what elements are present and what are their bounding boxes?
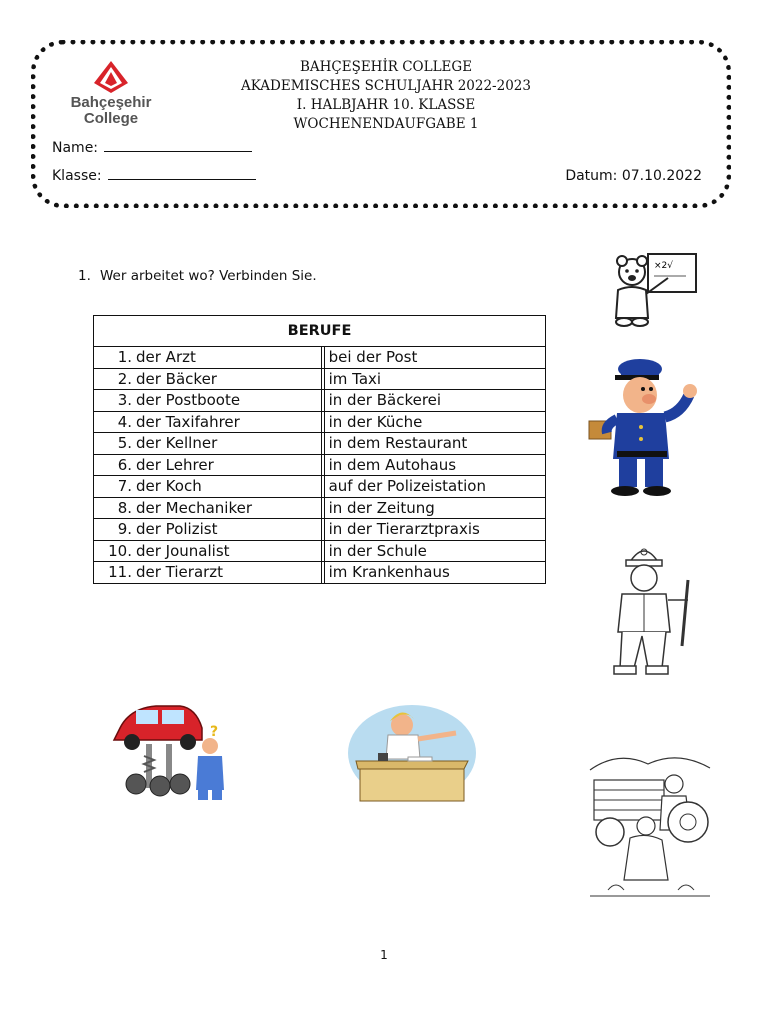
- profession-cell: [94, 562, 322, 584]
- profession-cell: [94, 454, 322, 476]
- header-line-3: I. HALBJAHR 10. KLASSE: [296, 97, 476, 113]
- profession: der Bäcker: [136, 369, 217, 388]
- header-box: [31, 40, 731, 208]
- profession-cell: [94, 476, 322, 498]
- row-number: 3.: [117, 391, 132, 410]
- workplace: in der Schule: [324, 540, 545, 562]
- row-number: 8.: [117, 498, 132, 517]
- table-row[interactable]: [94, 497, 546, 519]
- klasse-label: Klasse:: [52, 168, 102, 184]
- profession-cell: [94, 411, 322, 433]
- table-row[interactable]: [94, 368, 546, 390]
- farm-scene-icon: [588, 740, 712, 902]
- receptionist-icon: [348, 703, 478, 807]
- profession: der Jounalist: [136, 541, 230, 560]
- logo-line-1: Bahçeşehir: [70, 94, 152, 111]
- date-label: Datum: 07.10.2022: [565, 168, 702, 184]
- workplace: in der Tierarztpraxis: [324, 519, 545, 541]
- table-row[interactable]: [94, 562, 546, 584]
- workplace: auf der Polizeistation: [324, 476, 545, 498]
- table-row[interactable]: [94, 347, 546, 369]
- header-line-2: AKADEMISCHES SCHULJAHR 2022-2023: [241, 78, 531, 94]
- workplace: in dem Autohaus: [324, 454, 545, 476]
- workplace: in dem Restaurant: [324, 433, 545, 455]
- profession-cell: [94, 368, 322, 390]
- table-row[interactable]: [94, 454, 546, 476]
- row-number: 11.: [108, 563, 132, 582]
- table-row[interactable]: [94, 476, 546, 498]
- teacher-bear-icon: [610, 250, 700, 328]
- table-row[interactable]: [94, 390, 546, 412]
- workplace: bei der Post: [324, 347, 545, 369]
- task-instruction: [78, 268, 317, 284]
- table-row[interactable]: [94, 540, 546, 562]
- logo-line-2: College: [83, 110, 139, 127]
- profession-cell: [94, 540, 322, 562]
- workplace: in der Küche: [324, 411, 545, 433]
- logo-text: [66, 95, 156, 127]
- header-line-1: BAHÇEŞEHİR COLLEGE: [299, 59, 473, 75]
- profession: der Polizist: [136, 520, 218, 539]
- klasse-field[interactable]: [52, 168, 256, 184]
- workplace: in der Bäckerei: [324, 390, 545, 412]
- svg-text:?: ?: [210, 724, 219, 740]
- task-number: 1.: [78, 268, 91, 284]
- klasse-line[interactable]: [108, 178, 256, 180]
- police-officer-icon: [600, 540, 700, 678]
- row-number: 2.: [117, 369, 132, 388]
- profession: der Tierarzt: [136, 563, 224, 582]
- college-logo: [66, 59, 156, 131]
- row-number: 5.: [117, 434, 132, 453]
- logo-emblem-icon: [66, 59, 156, 99]
- header-title: [186, 58, 586, 134]
- profession-cell: [94, 390, 322, 412]
- svg-text:×2√: ×2√: [654, 261, 674, 271]
- workplace: im Taxi: [324, 368, 545, 390]
- row-number: 7.: [117, 477, 132, 496]
- page-number: 1: [380, 948, 388, 962]
- name-line[interactable]: [104, 150, 252, 152]
- profession-cell: [94, 497, 322, 519]
- row-number: 1.: [117, 348, 132, 367]
- workplace: in der Zeitung: [324, 497, 545, 519]
- profession: der Koch: [136, 477, 202, 496]
- row-number: 10.: [108, 541, 132, 560]
- header-line-4: WOCHENENDAUFGABE 1: [293, 116, 479, 132]
- profession-cell: [94, 347, 322, 369]
- profession: der Mechaniker: [136, 498, 253, 517]
- profession: der Kellner: [136, 434, 218, 453]
- profession: der Postboote: [136, 391, 241, 410]
- row-number: 9.: [117, 520, 132, 539]
- table-row[interactable]: [94, 519, 546, 541]
- row-number: 4.: [117, 412, 132, 431]
- mechanic-icon: [110, 700, 235, 802]
- berufe-table: [93, 315, 546, 584]
- table-title: BERUFE: [94, 316, 546, 347]
- task-text: Wer arbeitet wo? Verbinden Sie.: [100, 268, 317, 284]
- profession-cell: [94, 519, 322, 541]
- table-row[interactable]: [94, 411, 546, 433]
- table-row[interactable]: [94, 433, 546, 455]
- profession: der Arzt: [136, 348, 196, 367]
- table-header-row: [94, 316, 546, 347]
- profession-cell: [94, 433, 322, 455]
- profession: der Taxifahrer: [136, 412, 240, 431]
- name-label: Name:: [52, 140, 99, 156]
- name-field[interactable]: [52, 140, 252, 156]
- row-number: 6.: [117, 455, 132, 474]
- postman-icon: [585, 355, 700, 497]
- workplace: im Krankenhaus: [324, 562, 545, 584]
- profession: der Lehrer: [136, 455, 214, 474]
